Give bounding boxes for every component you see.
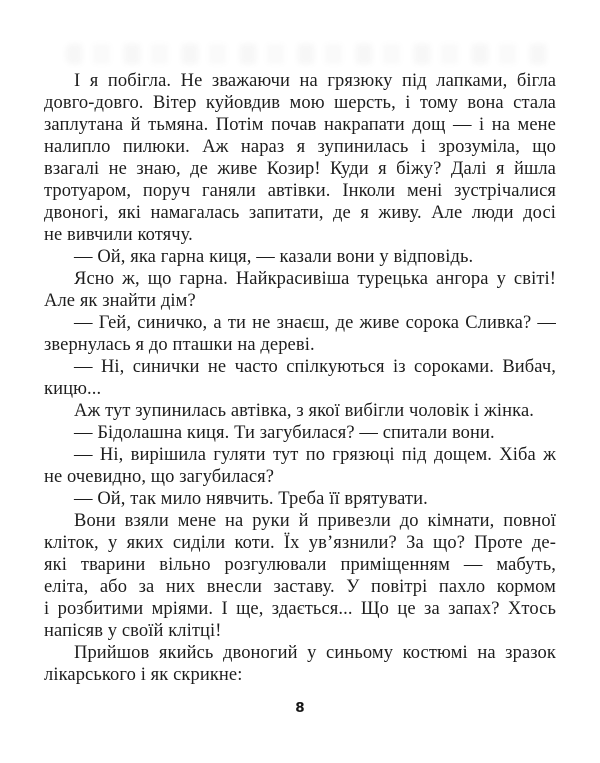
- text-line: заплутана й тьмяна. Потім почав накрапати дощ — і на мене: [44, 115, 556, 135]
- text-line: Але як знайти дім?: [44, 291, 196, 311]
- text-line: двоногі, які намагалась запитати, де я живу. Але люди досі: [44, 203, 556, 223]
- paragraph: [44, 510, 556, 642]
- text-line: І я побігла. Не зважаючи на грязюку під лапками, бігла: [74, 71, 556, 91]
- paragraph: [44, 444, 556, 488]
- paragraph: [44, 642, 556, 686]
- showthrough-artifact: [66, 44, 556, 64]
- paragraph: [44, 70, 556, 246]
- text-line: лікарського і як скрикне:: [44, 665, 243, 685]
- paragraph: [44, 488, 556, 510]
- paragraph: [44, 422, 556, 444]
- text-line: — Бідолашна киця. Ти загубилася? — спитали вони.: [74, 423, 495, 443]
- text-line: не очевидно, що загубилася?: [44, 467, 275, 487]
- text-line: звернулась я до пташки на дереві.: [44, 335, 315, 355]
- paragraph: [44, 312, 556, 356]
- text-line: еліта, або за них внесли заставу. У повітрі пахло кормом: [44, 577, 556, 597]
- text-line: кицю...: [44, 379, 102, 399]
- text-line: Ясно ж, що гарна. Найкрасивіша турецька ангора у світі!: [74, 269, 556, 289]
- text-line: — Ой, так мило нявчить. Треба її врятувати.: [74, 489, 428, 509]
- text-line: кліток, у яких сиділи коти. Їх ув’язнили? За що? Проте де-: [44, 533, 556, 553]
- text-line: Вони взяли мене на руки й привезли до кімнати, повної: [74, 511, 556, 531]
- text-line: напісяв у своїй клітці!: [44, 621, 222, 641]
- text-line: і розбитими мріями. І ще, здається... Що це за запах? Хтось: [44, 599, 556, 619]
- text-line: — Ні, вирішила гуляти тут по грязюці під дощем. Хіба ж: [74, 445, 556, 465]
- paragraph: [44, 356, 556, 400]
- text-line: — Ой, яка гарна киця, — казали вони у відповідь.: [74, 247, 474, 267]
- text-line: Аж тут зупинилась автівка, з якої вибігли чоловік і жінка.: [74, 401, 534, 421]
- text-line: — Ні, синички не часто спілкуються із сороками. Вибач,: [74, 357, 556, 377]
- text-line: які тварини вільно розгулювали приміщенням — мабуть,: [44, 555, 556, 575]
- text-block: [44, 70, 556, 686]
- text-line: налипло пилюки. Аж нараз я зупинилась і зрозуміла, що: [44, 137, 556, 157]
- page-number: 8: [295, 700, 305, 716]
- text-line: — Гей, синичко, а ти не знаєш, де живе сорока Сливка? —: [74, 313, 556, 333]
- text-line: Прийшов якийсь двоногий у синьому костюмі на зразок: [74, 643, 556, 663]
- paragraph: [44, 246, 556, 268]
- paragraph: [44, 400, 556, 422]
- text-line: довго-довго. Вітер куйовдив мою шерсть, і тому вона стала: [44, 93, 556, 113]
- text-line: не вивчили котячу.: [44, 225, 193, 245]
- text-line: тротуаром, поруч ганяли автівки. Інколи мені зустрічалися: [44, 181, 556, 201]
- paragraph: [44, 268, 556, 312]
- text-line: взагалі не знаю, де живе Козир! Куди я біжу? Далі я йшла: [44, 159, 556, 179]
